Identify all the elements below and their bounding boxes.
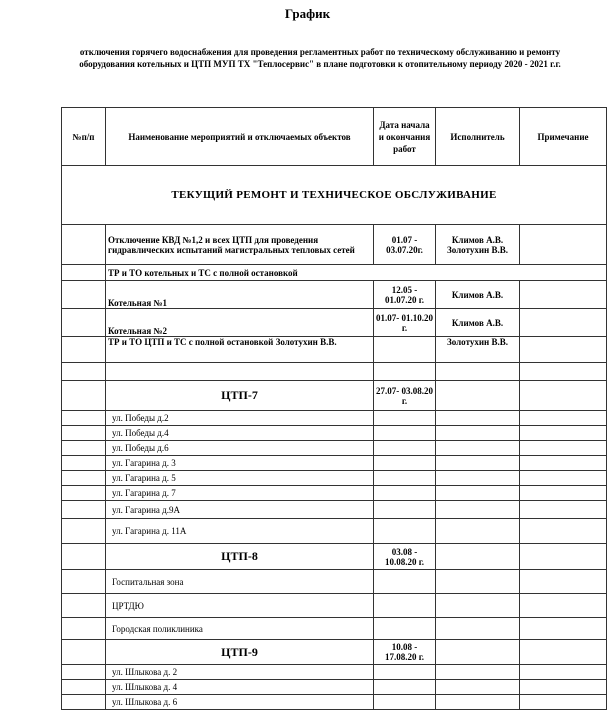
row-executor: Золотухин В.В. bbox=[436, 337, 520, 363]
row-executor: Климов А.В. bbox=[436, 309, 520, 337]
table-row bbox=[62, 665, 607, 680]
row-date: 01.07- 01.10.20 г. bbox=[374, 309, 436, 337]
table-row bbox=[62, 486, 607, 501]
address: Госпитальная зона bbox=[106, 570, 374, 594]
table-row bbox=[62, 426, 607, 441]
address: ул. Шлыкова д. 4 bbox=[106, 680, 374, 695]
row-executor: Климов А.В. bbox=[436, 281, 520, 309]
row-name: Отключение КВД №1,2 и всех ЦТП для проведения гидравлических испытаний магистральных тепловых сетей bbox=[106, 225, 374, 265]
table-row bbox=[62, 618, 607, 640]
table-row bbox=[62, 501, 607, 519]
table-row bbox=[62, 281, 607, 309]
ctp-row bbox=[62, 544, 607, 570]
address: ул. Гагарина д. 3 bbox=[106, 456, 374, 471]
ctp-label: ЦТП-9 bbox=[106, 640, 374, 665]
section-title: ТЕКУЩИЙ РЕМОНТ И ТЕХНИЧЕСКОЕ ОБСЛУЖИВАНИЕ bbox=[62, 166, 607, 225]
address: ул. Победы д.4 bbox=[106, 426, 374, 441]
table-row bbox=[62, 519, 607, 544]
ctp-row bbox=[62, 640, 607, 665]
ctp-row bbox=[62, 381, 607, 411]
row-date: 01.07 - 03.07.20г. bbox=[374, 225, 436, 265]
row-executor: Климов А.В. Золотухин В.В. bbox=[436, 225, 520, 265]
ctp-date: 10.08 - 17.08.20 г. bbox=[374, 640, 436, 665]
section-row bbox=[62, 166, 607, 225]
address: Городская поликлиника bbox=[106, 618, 374, 640]
row-name: Котельная №1 bbox=[106, 281, 374, 309]
row-name: Котельная №2 bbox=[106, 309, 374, 337]
ctp-date: 27.07- 03.08.20 г. bbox=[374, 381, 436, 411]
header-num: №п/п bbox=[62, 108, 106, 166]
address: ул. Победы д.6 bbox=[106, 441, 374, 456]
document-subtitle: отключения горячего водоснабжения для проведения регламентных работ по техническому обслуживанию и ремонту оборудования котельных и ЦТП МУП ТХ "Теплосервис" в плане подготовки к отопительному периоду 2020 - 2021 г.г. bbox=[79, 47, 561, 69]
header-executor: Исполнитель bbox=[436, 108, 520, 166]
header-note: Примечание bbox=[520, 108, 607, 166]
table-row bbox=[62, 225, 607, 265]
table-row bbox=[62, 570, 607, 594]
address: ул. Шлыкова д. 6 bbox=[106, 695, 374, 710]
table-row bbox=[62, 337, 607, 363]
address: ул. Шлыкова д. 2 bbox=[106, 665, 374, 680]
header-date: Дата начала и окончания работ bbox=[374, 108, 436, 166]
address: ул. Гагарина д. 11А bbox=[106, 519, 374, 544]
ctp-date: 03.08 - 10.08.20 г. bbox=[374, 544, 436, 570]
table-row bbox=[62, 441, 607, 456]
ctp-label: ЦТП-8 bbox=[106, 544, 374, 570]
schedule-table bbox=[61, 107, 607, 710]
table-row bbox=[62, 411, 607, 426]
table-row bbox=[62, 456, 607, 471]
table-row bbox=[62, 265, 607, 281]
table-row bbox=[62, 309, 607, 337]
row-name: ТР и ТО котельных и ТС с полной остановкой bbox=[106, 265, 607, 281]
address: ул. Гагарина д.9А bbox=[106, 501, 374, 519]
address: ул. Гагарина д. 7 bbox=[106, 486, 374, 501]
address: ЦРТДЮ bbox=[106, 594, 374, 618]
address: ул. Победы д.2 bbox=[106, 411, 374, 426]
row-date: 12.05 - 01.07.20 г. bbox=[374, 281, 436, 309]
table-row bbox=[62, 471, 607, 486]
ctp-label: ЦТП-7 bbox=[106, 381, 374, 411]
address: ул. Гагарина д. 5 bbox=[106, 471, 374, 486]
table-row bbox=[62, 680, 607, 695]
table-header-row bbox=[62, 108, 607, 166]
document-title: График bbox=[284, 6, 331, 21]
table-row bbox=[62, 695, 607, 710]
table-row bbox=[62, 363, 607, 381]
header-name: Наименование мероприятий и отключаемых объектов bbox=[106, 108, 374, 166]
table-row bbox=[62, 594, 607, 618]
row-name: ТР и ТО ЦТП и ТС с полной остановкой Золотухин В.В. bbox=[106, 337, 374, 363]
